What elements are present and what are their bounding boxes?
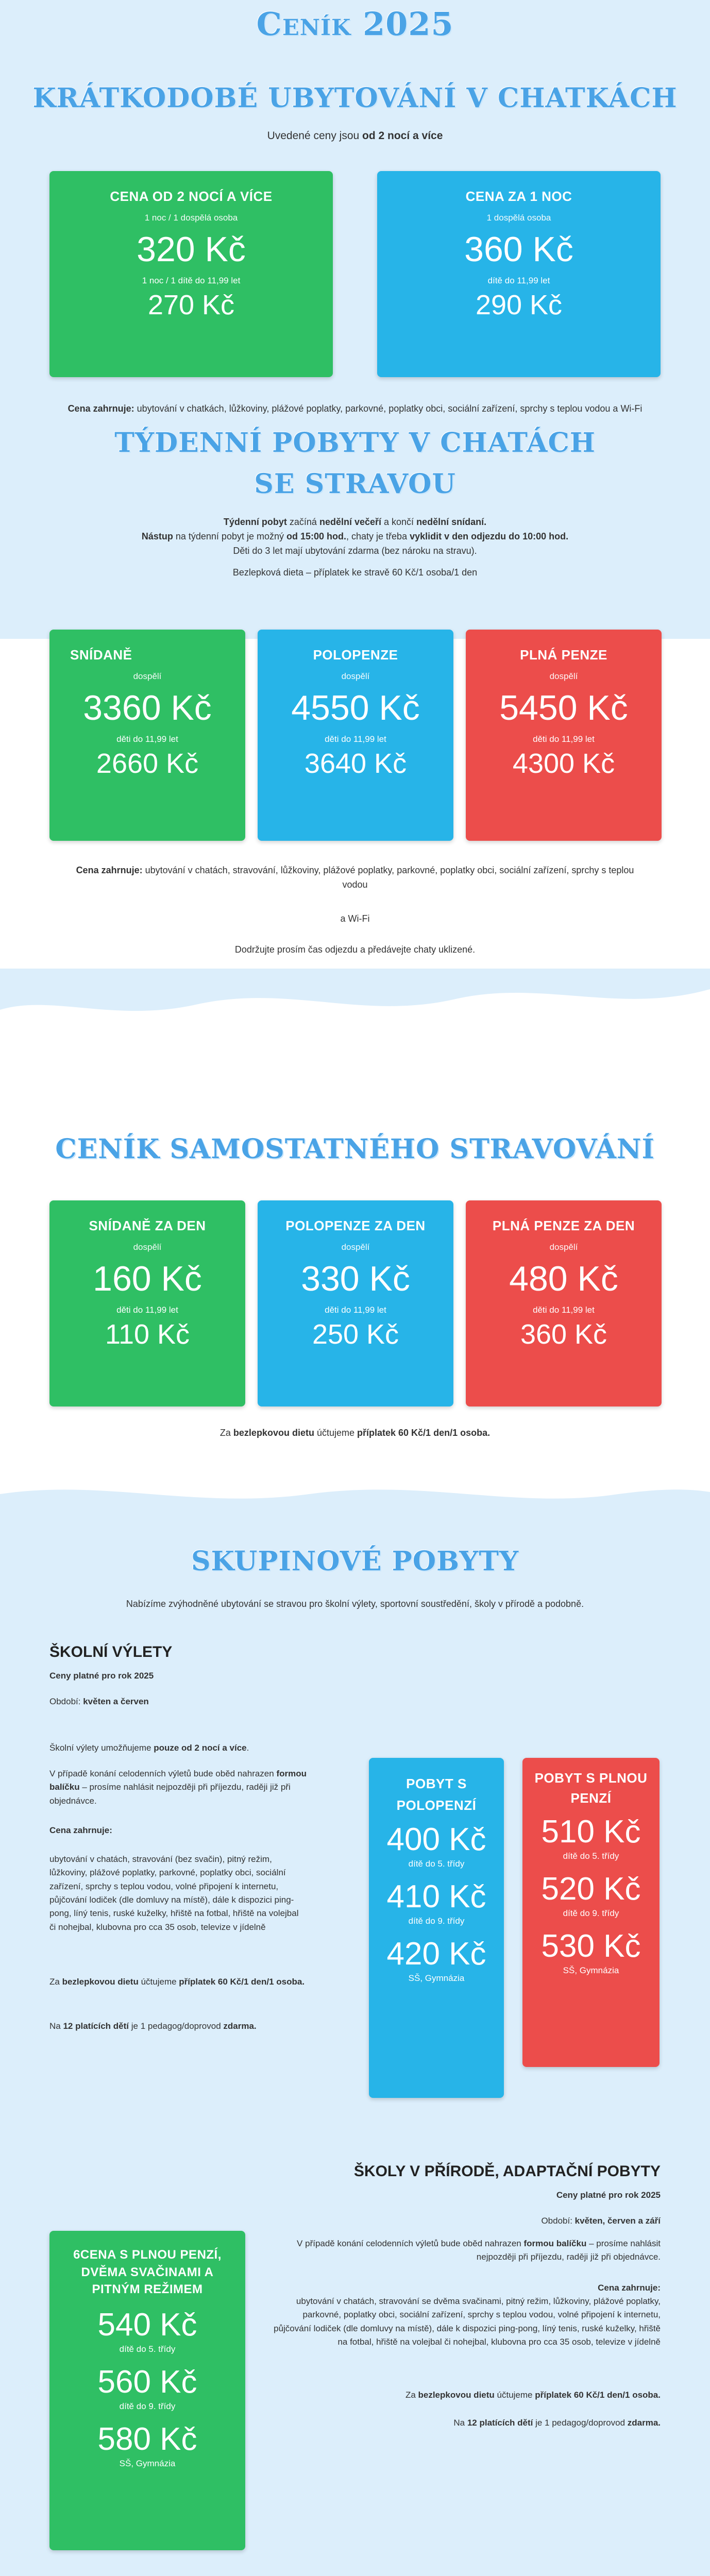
card-price: 410 Kč <box>386 1879 486 1915</box>
card-heading: 6CENA S PLNOU PENZÍ, DVĚMA SVAČINAMI A PITNÝM REŽIMEM <box>73 2248 222 2297</box>
meal-card-fullboard <box>466 1200 662 1406</box>
card-heading: SNÍDANĚ <box>70 647 132 663</box>
nature-schools-title: ŠKOLY V PŘÍRODĚ, ADAPTAČNÍ POBYTY <box>353 2163 661 2180</box>
short-stay-title: KRÁTKODOBÉ UBYTOVÁNÍ V CHATKÁCH <box>32 82 678 114</box>
card-price: 330 Kč <box>301 1259 410 1298</box>
card-subtitle: dospělí <box>549 671 578 681</box>
wave-divider <box>0 969 710 1041</box>
card-price: 420 Kč <box>386 1936 486 1972</box>
nature-schools-includes-label: Cena zahrnuje: <box>598 2283 661 2293</box>
school-trip-card-halfboard <box>369 1758 504 2098</box>
school-trips-free: Na 12 platících dětí je 1 pedagog/doprovod zdarma. <box>49 2021 257 2031</box>
card-price-label: dítě do 5. třídy <box>119 2344 176 2354</box>
card-price-child: 3640 Kč <box>304 748 407 779</box>
card-price-label: dítě do 9. třídy <box>563 1908 619 1918</box>
card-heading: POLOPENZE ZA DEN <box>285 1218 426 1233</box>
card-price: 320 Kč <box>137 230 246 269</box>
card-price: 4550 Kč <box>291 688 420 727</box>
card-heading: PLNÁ PENZE ZA DEN <box>492 1218 635 1233</box>
nature-school-card <box>49 2231 245 2550</box>
card-price: 160 Kč <box>93 1259 202 1298</box>
card-subtitle: dospělí <box>341 1242 370 1252</box>
card-heading: POBYT S PLNOU PENZÍ <box>534 1770 648 1806</box>
card-subtitle-child: děti do 11,99 let <box>116 1305 178 1315</box>
card-price-label: dítě do 5. třídy <box>408 1859 465 1869</box>
nature-schools-validity: Ceny platné pro rok 2025 <box>556 2190 661 2200</box>
school-trips-diet: Za bezlepkovou dietu účtujeme příplatek 60 Kč/1 den/1 osoba. <box>49 1977 305 1987</box>
nature-schools-includes: ubytování v chatách, stravování se dvěma svačinami, pitný režim, lůžkoviny, plážové poplatky, parkovné, poplatky obci, sociální zařízení, sprchy s teplou vodou, volné připojení k internetu, půjčování lodiček (dle domluvy na místě), dále k dispozici ping-pong, líný tenis, ruské kuželky, hřiště na fotbal, hřiště na volejbal či nohejbal, klubovna pro cca 35 osob, televize v jídelně <box>274 2296 661 2347</box>
nature-schools-period: Období: květen, červen a září <box>541 2216 661 2226</box>
card-price-label: dítě do 5. třídy <box>563 1851 619 1861</box>
nature-schools-diet: Za bezlepkovou dietu účtujeme příplatek 60 Kč/1 den/1 osoba. <box>405 2390 661 2400</box>
card-price-child: 270 Kč <box>147 290 235 320</box>
school-trip-card-fullboard <box>522 1758 660 2067</box>
card-price: 540 Kč <box>97 2307 197 2343</box>
card-subtitle: dospělí <box>133 1242 162 1252</box>
groups-title: SKUPINOVÉ POBYTY <box>191 1546 519 1577</box>
weekly-card-fullboard <box>466 630 662 841</box>
card-price-label: dítě do 9. třídy <box>119 2401 176 2411</box>
short-stay-includes: Cena zahrnuje: ubytování v chatkách, lůžkoviny, plážové poplatky, parkovné, poplatky obci, sociální zařízení, sprchy s teplou vodou a Wi-Fi <box>67 403 643 414</box>
school-trips-title: ŠKOLNÍ VÝLETY <box>49 1643 173 1660</box>
card-subtitle: dospělí <box>549 1242 578 1252</box>
card-price: 480 Kč <box>509 1259 618 1298</box>
card-subtitle: 1 noc / 1 dospělá osoba <box>144 213 238 223</box>
groups-intro: Nabízíme zvýhodněné ubytování se stravou pro školní výlety, sportovní soustředění, školy v přírodě a podobně. <box>126 1599 584 1609</box>
school-trips-includes-label: Cena zahrnuje: <box>49 1825 112 1835</box>
meals-title: CENÍK SAMOSTATNÉHO STRAVOVÁNÍ <box>55 1133 655 1165</box>
school-trips-validity: Ceny platné pro rok 2025 <box>49 1671 154 1681</box>
card-price-child: 110 Kč <box>105 1319 190 1350</box>
card-price-child: 2660 Kč <box>96 748 199 779</box>
meal-card-breakfast <box>49 1200 245 1406</box>
card-subtitle: 1 dospělá osoba <box>486 213 551 223</box>
card-price: 530 Kč <box>541 1928 641 1964</box>
weekly-includes: Cena zahrnuje: ubytování v chatách, stravování, lůžkoviny, plážové poplatky, parkovné, poplatky obci, sociální zařízení, sprchy s teplou vodou <box>76 865 634 890</box>
card-subtitle-child: děti do 11,99 let <box>325 734 386 744</box>
nature-schools-free: Na 12 platících dětí je 1 pedagog/doprovod zdarma. <box>453 2418 661 2428</box>
card-price-label: dítě do 9. třídy <box>408 1916 465 1926</box>
card-price: 520 Kč <box>541 1871 641 1907</box>
card-price: 3360 Kč <box>83 688 212 727</box>
nature-schools-lunch: V případě konání celodenních výletů bude oběd nahrazen formou balíčku – prosíme nahlásit nejpozději při příjezdu, raději již při objednávce. <box>297 2239 661 2262</box>
weekly-title: TÝDENNÍ POBYTY V CHATÁCH SE STRAVOU <box>114 427 596 500</box>
weekly-card-halfboard <box>258 630 453 841</box>
school-trips-lunch: V případě konání celodenních výletů bude oběd nahrazen formou balíčku – prosíme nahlásit nejpozději při příjezdu, raději již při objednávce. <box>49 1769 307 1806</box>
card-heading: CENA OD 2 NOCÍ A VÍCE <box>110 189 273 204</box>
card-heading: POLOPENZE <box>313 647 398 663</box>
card-price-label: SŠ, Gymnázia <box>408 1973 465 1984</box>
card-price: 360 Kč <box>464 230 573 269</box>
card-price-child: 290 Kč <box>475 290 563 320</box>
card-price: 560 Kč <box>97 2364 197 2400</box>
card-subtitle-child: děti do 11,99 let <box>533 1305 595 1315</box>
page-title: Ceník 2025 <box>256 5 454 43</box>
card-heading: CENA ZA 1 NOC <box>465 189 572 204</box>
weekly-wifi: a Wi-Fi <box>340 913 370 924</box>
school-trips-period: Období: květen a červen <box>49 1697 149 1706</box>
wave-divider <box>0 1473 710 1525</box>
card-subtitle-child: dítě do 11,99 let <box>487 276 550 285</box>
card-price-child: 360 Kč <box>520 1319 607 1350</box>
card-heading: PLNÁ PENZE <box>520 647 607 663</box>
school-trips-nights: Školní výlety umožňujeme pouze od 2 nocí a více. <box>49 1743 249 1753</box>
weekly-rules: Týdenní pobyt začíná nedělní večeří a končí nedělní snídaní. Nástup na týdenní pobyt je možný od 15:00 hod., chaty je třeba vyklidit v den odjezdu do 10:00 hod. Děti do 3 let mají ubytování zdarma (bez nároku na stravu). Bezlepková dieta – příplatek ke stravě 60 Kč/1 osoba/1 den <box>141 517 569 578</box>
weekly-note: Dodržujte prosím čas odjezdu a předávejte chaty uklizené. <box>234 944 476 955</box>
card-heading: POBYT S POLOPENZÍ <box>396 1776 477 1813</box>
card-subtitle-child: děti do 11,99 let <box>116 734 178 744</box>
card-price-label: SŠ, Gymnázia <box>119 2458 176 2468</box>
card-price-child: 4300 Kč <box>512 748 615 779</box>
card-subtitle-child: děti do 11,99 let <box>325 1305 386 1315</box>
card-price: 510 Kč <box>541 1814 641 1850</box>
meal-card-halfboard <box>258 1200 453 1406</box>
card-heading: SNÍDANĚ ZA DEN <box>89 1218 206 1233</box>
price-card-one-night <box>377 171 661 377</box>
card-price-label: SŠ, Gymnázia <box>563 1965 619 1975</box>
card-price: 580 Kč <box>97 2421 197 2457</box>
card-subtitle-child: 1 noc / 1 dítě do 11,99 let <box>142 276 241 285</box>
card-price: 5450 Kč <box>499 688 628 727</box>
school-trips-includes: ubytování v chatách, stravování (bez svačin), pitný režim, lůžkoviny, plážové poplatky, parkovné, poplatky obci, sociální zařízení, sprchy s teplou vodou, volné připojení k internetu, půjčování lodiček (dle domluvy na místě), dále k dispozici ping-pong, líný tenis, ruské kuželky, hřiště na fotbal, hřiště na volejbal či nohejbal, klubovna pro cca 35 osob, televize v jídelně <box>49 1854 299 1932</box>
card-subtitle: dospělí <box>341 671 370 681</box>
card-subtitle-child: děti do 11,99 let <box>533 734 595 744</box>
meals-diet-note: Za bezlepkovou dietu účtujeme příplatek 60 Kč/1 den/1 osoba. <box>219 1428 491 1438</box>
card-price: 400 Kč <box>386 1822 486 1858</box>
price-card-two-nights <box>49 171 333 377</box>
card-price-child: 250 Kč <box>312 1319 399 1350</box>
short-stay-subtitle: Uvedené ceny jsou od 2 nocí a více <box>267 130 443 142</box>
card-subtitle: dospělí <box>133 671 162 681</box>
weekly-card-breakfast <box>49 630 245 841</box>
